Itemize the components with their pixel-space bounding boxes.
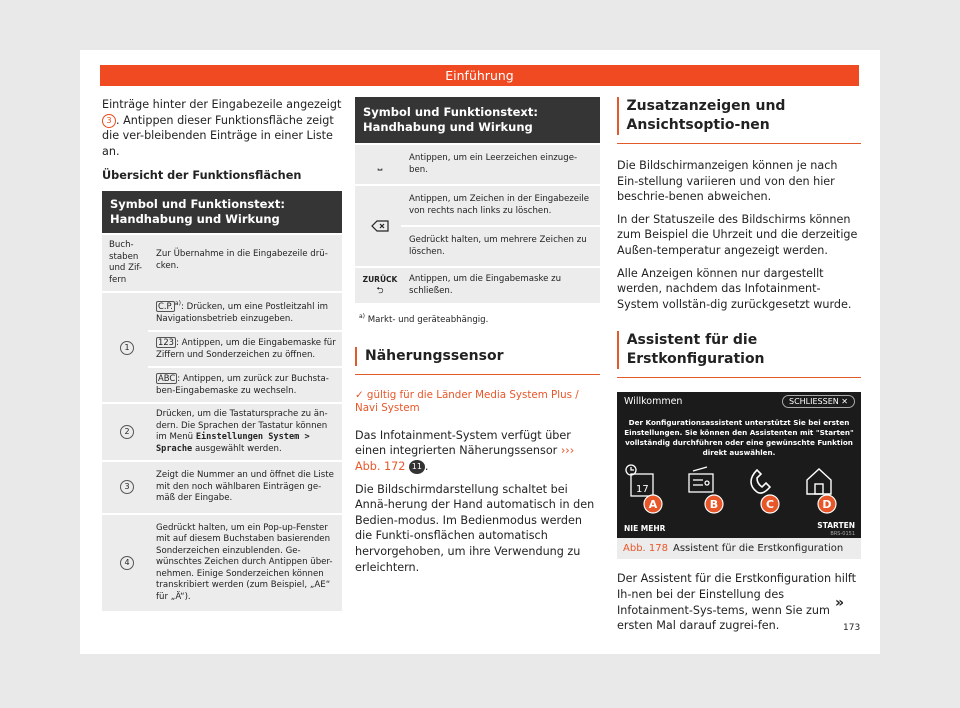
caption-text: Assistent für die Erstkonfiguration [672,543,844,555]
no-more-button[interactable]: NIE MEHR [624,524,666,534]
key-abc: ABC [158,373,176,384]
paragraph: Der Assistent für die Erstkonfiguration hilft Ih-nen bei der Einstellung des Infotainment-Sys-tems, wenn Sie zum ersten Mal darauf zugrei-fen. [617,572,857,633]
paragraph: Die Bildschirmanzeigen können je nach Ein-stellung variieren und von den hier beschrie-benen abweichen. [617,159,838,204]
row-desc: Antippen, um die Eingabemaske zu schließen. [409,274,562,296]
key-123: 123 [158,337,174,348]
row-symbol: Buch-staben und Zif-fern [109,240,143,285]
table-row [102,291,342,402]
subheading: Übersicht der Funktionsflächen [102,169,302,183]
desc-text: Drücken, um die Tastatursprache zu än-dern. Die Sprachen der Tastatur können im Menü [156,409,328,443]
calendar-day: 17 [636,484,649,496]
callout-3: 3 [102,114,116,128]
marker-a: A [648,498,658,512]
validity-text: gültig für die Länder Media System Plus / Navi System [355,388,579,415]
section-title: Näherungssensor [365,347,504,364]
row-desc: Antippen, um ein Leerzeichen einzuge-ben. [409,153,578,175]
back-arrow-icon: ⮌ [376,285,384,296]
section-heading-sensor [355,347,600,375]
paragraph: In der Statuszeile des Bildschirms können zum Beispiel die Uhrzeit und die derzeitige Außen-temperatur angezeigt werden. [617,212,858,257]
paragraph [355,428,600,475]
callout-11: 11 [409,460,425,474]
paragraph: Die Bildschirmdarstellung schaltet bei Annä-herung der Hand automatisch in den Bedien-modus. Im Bedienmodus werden die Funkti-onsflächen automatisch hervorgehoben, um ihre Verwendung zu erleichtern. [355,482,595,574]
image-code: BRS-0151 [830,531,855,538]
row-symbol [355,186,401,266]
desc-text: : Antippen, um zurück zur Buchsta-ben-Eingabemaske zu wechseln. [156,374,329,396]
continue-arrow: » [835,595,845,611]
figure-caption [617,538,861,559]
validity-note [355,389,600,416]
desc-text: : Drücken, um eine Postleitzahl im Navigationsbetrieb einzugeben. [156,302,328,324]
caption-label: Abb. 178 [623,543,668,555]
column-middle [355,97,600,582]
chapter-header: Einführung [100,65,859,86]
backspace-icon [371,220,389,232]
setup-icons [617,464,861,514]
table-row [102,402,342,460]
page-number: 173 [843,623,861,633]
row-desc: Gedrückt halten, um mehrere Zeichen zu löschen. [401,225,600,266]
callout-1: 1 [120,341,134,355]
desc-text: ausgewählt werden. [192,443,282,454]
callout-3: 3 [120,480,134,494]
row-desc [148,366,342,402]
section-title: Assistent für die Erstkonfiguration [626,332,765,368]
callout-2: 2 [120,425,134,439]
row-symbol [355,268,401,303]
desc-text: : Antippen, um die Eingabemaske für Ziffern und Sonderzeichen zu öffnen. [156,338,336,360]
table-row [102,233,342,291]
para-text: . [424,460,429,474]
section-heading-assistant [617,331,861,378]
row-desc [148,293,342,330]
infotainment-screenshot [617,392,861,538]
marker-c: C [765,498,775,512]
row-desc [148,404,342,460]
row-symbol [102,515,148,612]
intro-paragraph [102,97,342,159]
row-desc: Zeigt die Nummer an und öffnet die Liste mit den noch wählbaren Einträgen ge-mäß der Eingabe. [156,470,334,504]
para-text: Das Infotainment-System verfügt über einen integrierten Näherungssensor [355,428,571,458]
phone-icon[interactable] [751,470,770,493]
paragraph: Alle Anzeigen können nur dargestellt werden, nachdem das Infotainment-System vollstän-dig zurückgesetzt wurde. [617,266,852,311]
table-row [102,460,342,513]
callout-4: 4 [120,556,134,570]
footnote [359,313,600,325]
close-label: SCHLIESSEN [789,397,839,407]
table-row [355,143,600,184]
start-button[interactable]: STARTEN [817,521,855,531]
menu-path: Einstellungen System > Sprache [156,432,310,454]
footnote-text: Markt- und geräteabhängig. [367,314,489,325]
section-heading-display [617,97,861,144]
table-header: Symbol und Funktionstext: Handhabung und Wirkung [102,191,342,233]
footnote-ref: a) [174,300,181,308]
column-right [617,97,861,641]
screen-title: Willkommen [624,396,683,408]
row-desc: Gedrückt halten, um ein Pop-up-Fenster mit auf diesem Buchstaben basierenden Sonderzeichen einzublenden. Ge-wünschtes Zeichen durch Antippen über-nehmen. Einige Sonderzeichen können transkribiert werden (zum Beispiel, „AE“ für „Ä“). [156,522,333,602]
row-symbol [102,404,148,460]
radio-icon[interactable] [689,467,713,492]
row-desc: Zur Übernahme in die Eingabezeile drü-cken. [156,249,328,271]
row-symbol [102,293,148,402]
intro-text-b: . Antippen dieser Funktionsfläche zeigt die ver-bleibenden Einträge in einer Liste an. [102,113,334,158]
intro-text-a: Einträge hinter der Eingabezeile angezeigt [102,98,342,111]
column-left [102,97,342,611]
marker-d: D [822,498,832,512]
section-title: Zusatzanzeigen und Ansichtsoptio-nen [626,98,786,133]
screen-message: Der Konfigurationsassistent unterstützt Sie bei ersten Einstellungen. Sie können den Assistenten mit "Starten" vollständig durchführen oder eine gewünschte Funktion direkt auswählen. [624,418,854,458]
function-table-2 [355,97,600,303]
back-label: ZURÜCK [362,275,398,284]
table-header: Symbol und Funktionstext: Handhabung und Wirkung [355,97,600,143]
home-icon[interactable] [807,469,831,494]
function-table-1 [102,191,342,611]
footnote-mark: a) [359,313,366,320]
row-desc [148,330,342,366]
marker-b: B [709,498,719,512]
close-button[interactable] [782,395,855,408]
table-row [355,266,600,303]
setup-letter-markers [644,495,836,513]
row-symbol [102,462,148,513]
close-icon: ✕ [841,397,848,407]
table-row [102,513,342,612]
table-row [355,184,600,266]
figure-link[interactable]: ››› Abb. 172 [355,444,575,474]
key-cp: C.P. [158,301,173,312]
row-desc: Antippen, um Zeichen in der Eingabezeile von rechts nach links zu löschen. [409,194,590,216]
check-icon: ✓ [355,388,364,401]
space-icon: ⎵ [377,156,383,171]
